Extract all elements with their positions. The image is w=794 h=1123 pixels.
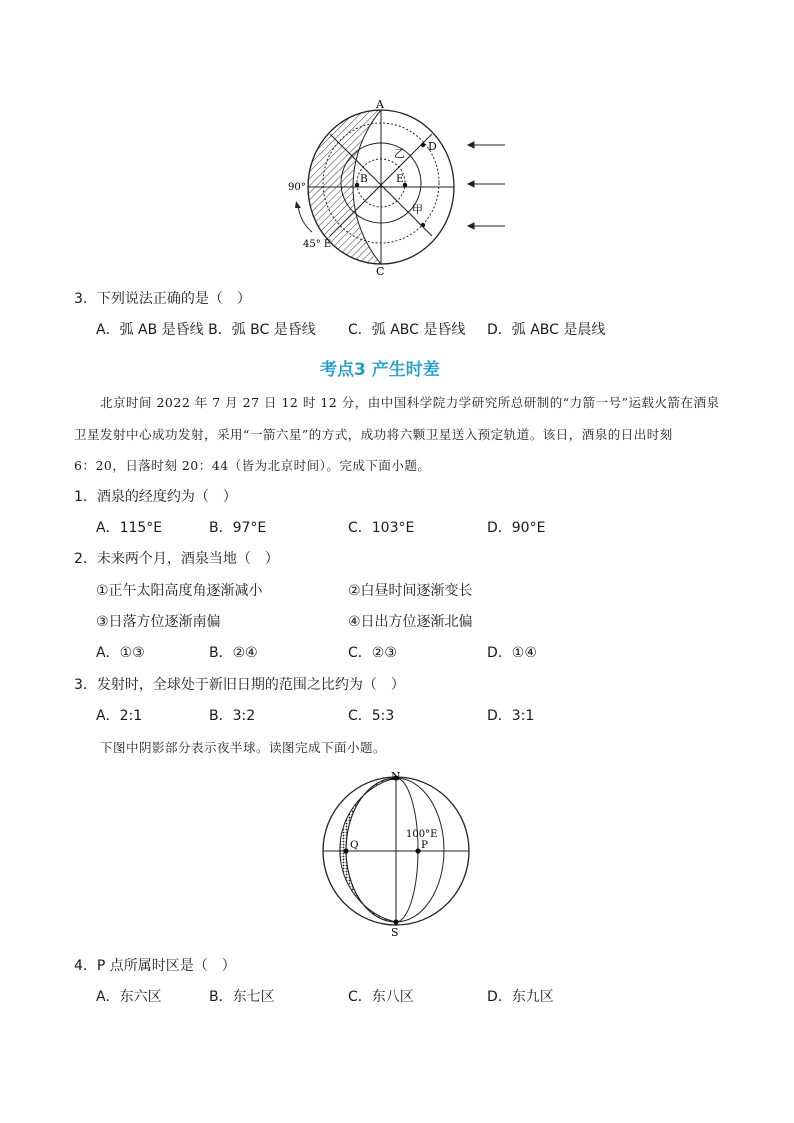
statement: ③日落方位逐渐南偏 bbox=[96, 614, 221, 630]
option[interactable]: D．3:1 bbox=[487, 708, 535, 724]
question-stem: 2．未来两个月，酒泉当地（ ） bbox=[74, 551, 279, 567]
passage-line: 卫星发射中心成功发射，采用“一箭六星”的方式，成功将六颗卫星送入预定轨道。该日，酒泉的日出时刻 bbox=[74, 427, 673, 442]
option[interactable]: C．东八区 bbox=[348, 989, 414, 1005]
option[interactable]: B．3:2 bbox=[209, 708, 256, 724]
option[interactable]: A．2:1 bbox=[96, 708, 143, 724]
option[interactable]: D．90°E bbox=[487, 520, 546, 536]
option[interactable]: C．103°E bbox=[348, 520, 415, 536]
globe-diagram bbox=[310, 765, 490, 945]
point-q bbox=[343, 848, 348, 853]
option[interactable]: D．东九区 bbox=[487, 989, 554, 1005]
label-c: C bbox=[376, 265, 385, 275]
point-p bbox=[415, 848, 420, 853]
question-stem: 3．发射时，全球处于新旧日期的范围之比约为（ ） bbox=[74, 677, 405, 693]
passage-line: 北京时间 2022 年 7 月 27 日 12 时 12 分，由中国科学院力学研究所总研制的“力箭一号”运载火箭在酒泉 bbox=[100, 395, 720, 410]
option[interactable]: C．②③ bbox=[348, 645, 397, 661]
option[interactable]: A．弧 AB 是昏线 B．弧 BC 是昏线 bbox=[96, 322, 316, 338]
label-p: P bbox=[421, 839, 429, 851]
label-45e: 45° E bbox=[303, 239, 332, 250]
option[interactable]: D．弧 ABC 是晨线 bbox=[487, 322, 606, 338]
option[interactable]: A．115°E bbox=[96, 520, 163, 536]
option[interactable]: A．①③ bbox=[96, 645, 145, 661]
point-jia bbox=[421, 223, 425, 227]
option[interactable]: D．①④ bbox=[487, 645, 537, 661]
polar-view-diagram bbox=[280, 95, 520, 275]
figure-intro: 下图中阴影部分表示夜半球。读图完成下面小题。 bbox=[100, 740, 387, 755]
label-e: E bbox=[396, 173, 404, 185]
label-q: Q bbox=[350, 839, 359, 851]
question-stem: 4．P 点所属时区是（ ） bbox=[74, 958, 236, 974]
label-jia: 甲 bbox=[412, 203, 423, 216]
label-100e: 100°E bbox=[406, 829, 438, 840]
point-d bbox=[421, 143, 425, 147]
label-b: B bbox=[360, 173, 368, 185]
passage-line: 6：20，日落时刻 20：44（皆为北京时间）。完成下面小题。 bbox=[74, 458, 431, 473]
question-stem: 3．下列说法正确的是（ ） bbox=[74, 291, 251, 307]
option[interactable]: B．东七区 bbox=[209, 989, 275, 1005]
label-a: A bbox=[376, 98, 384, 111]
point-b bbox=[355, 183, 359, 187]
label-yi: 乙 bbox=[394, 147, 405, 160]
option[interactable]: C．5:3 bbox=[348, 708, 395, 724]
statement: ①正午太阳高度角逐渐减小 bbox=[96, 583, 263, 599]
statement: ④日出方位逐渐北偏 bbox=[348, 614, 473, 630]
option[interactable]: B．②④ bbox=[209, 645, 258, 661]
point-s bbox=[393, 919, 398, 924]
label-n: N bbox=[391, 770, 401, 783]
option[interactable]: A．东六区 bbox=[96, 989, 162, 1005]
section-title: 考点3 产生时差 bbox=[320, 360, 440, 380]
statement: ②白昼时间逐渐变长 bbox=[348, 583, 473, 599]
question-stem: 1．酒泉的经度约为（ ） bbox=[74, 489, 237, 505]
option[interactable]: C．弧 ABC 是昏线 bbox=[348, 322, 466, 338]
label-s: S bbox=[391, 926, 399, 939]
label-90: 90° bbox=[288, 182, 306, 193]
label-d: D bbox=[428, 140, 437, 153]
option[interactable]: B．97°E bbox=[209, 520, 267, 536]
